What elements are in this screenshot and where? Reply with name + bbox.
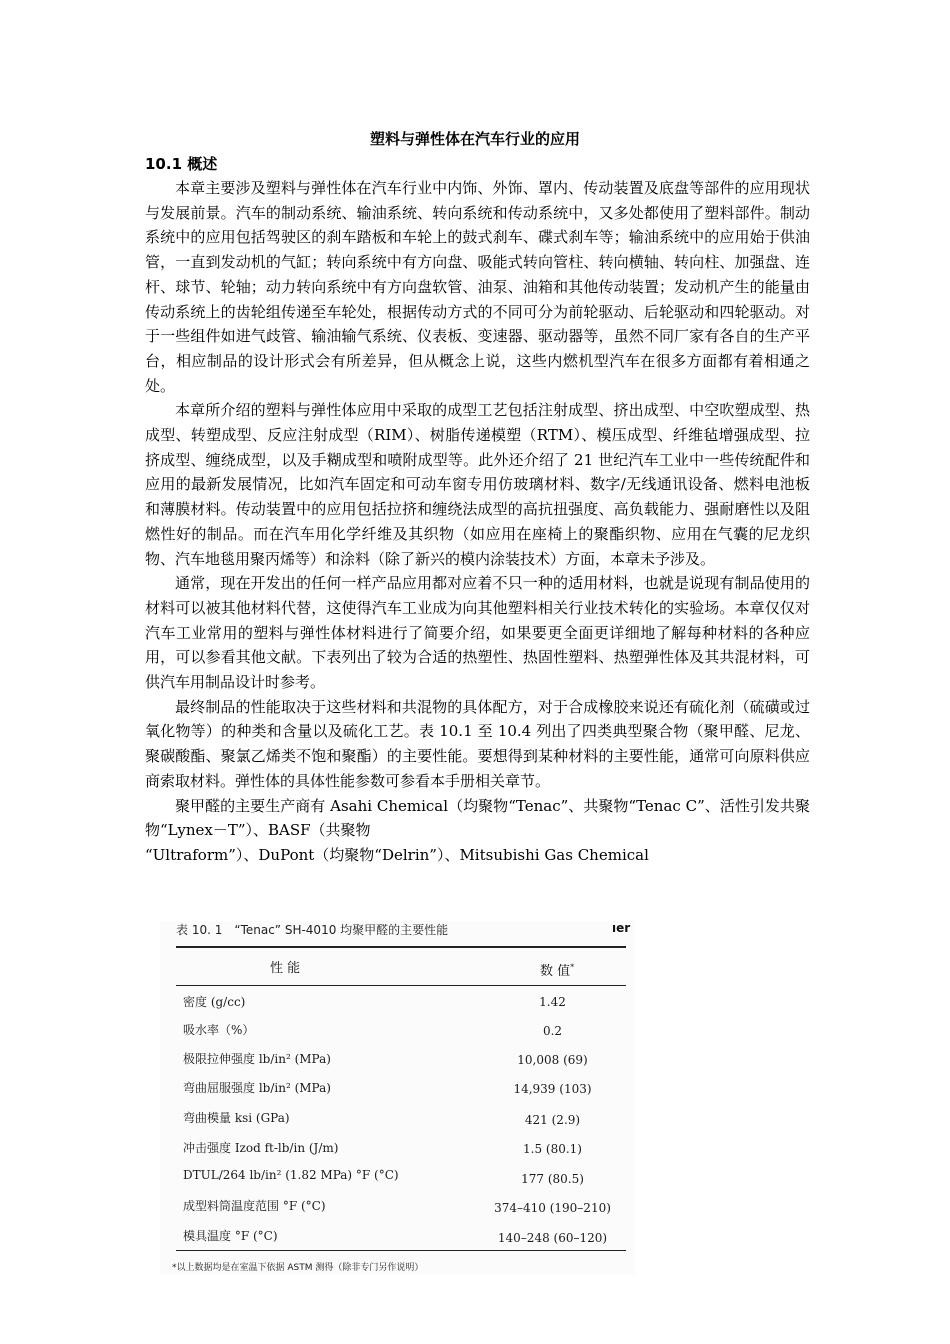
table-row-value: 1.5 (80.1) <box>523 1142 582 1156</box>
table-caption: 表 10. 1 “Tenac” SH-4010 均聚甲醛的主要性能 <box>176 923 449 937</box>
paragraph-3: 通常，现在开发出的任何一样产品应用都对应着不只一种的适用材料，也就是说现有制品使用的材料可以被其他材料代替，这使得汽车工业成为向其他塑料相关行业技术转化的实验场。本章仅仅对汽车工业常用的塑料与弹性体材料进行了简要介绍，如果要更全面更详细地了解每种材料的各种应用，可以参看其他文献。下表列出了较为合适的热塑性、热固性塑料、热塑弹性体及其共混材料，可供汽车用制品设计时参考。 <box>145 574 810 692</box>
paragraph-5: 聚甲醛的主要生产商有 Asahi Chemical（均聚物“Tenac”、共聚物“Tenac C”、活性引发共聚物“Lynex－T”）、BASF（共聚物 <box>145 796 810 840</box>
table-bottom-rule <box>176 1250 626 1251</box>
table-row-label: 吸水率（%） <box>183 1023 255 1037</box>
table-row-value: 14,939 (103) <box>513 1082 592 1096</box>
section-heading: 10.1 概述 <box>145 155 218 173</box>
document-title: 塑料与弹性体在汽车行业的应用 <box>369 130 580 148</box>
cropped-text-fragment: ıer <box>612 921 631 935</box>
table-row-label: 弯曲模量 ksi (GPa) <box>183 1111 290 1125</box>
table-row-value: 374–410 (190–210) <box>494 1201 611 1215</box>
table-top-rule <box>176 946 626 948</box>
header-value-text: 数 值 <box>540 964 571 979</box>
table-row-value: 1.42 <box>539 995 566 1009</box>
paragraph-4: 最终制品的性能取决于这些材料和共混物的具体配方，对于合成橡胶来说还有硫化剂（硫磺或过氧化物等）的种类和含量以及硫化工艺。表 10.1 至 10.4 列出了四类典型聚合物（聚甲醛、尼龙、聚碳酸酯、聚氯乙烯类不饱和聚酯）的主要性能。要想得到某种材料的主要性能，通常可向原料供应商索取材料。弹性体的具体性能参数可参看本手册相关章节。 <box>145 697 810 790</box>
table-row-label: 密度 (g/cc) <box>183 995 246 1009</box>
table-row-value: 177 (80.5) <box>521 1172 584 1186</box>
table-row-value: 0.2 <box>542 1024 563 1038</box>
table-row-label: 成型料筒温度范围 °F (°C) <box>183 1199 326 1213</box>
body-text <box>145 176 810 868</box>
table-row-value: 10,008 (69) <box>517 1053 588 1067</box>
paragraph-5-continuation: “Ultraform”）、DuPont（均聚物“Delrin”）、Mitsubishi Gas Chemical <box>145 845 649 864</box>
header-value-mark: * <box>570 962 575 972</box>
table-footnote: *以上数据均是在室温下依据 ASTM 测得（除非专门另作说明） <box>172 1263 424 1273</box>
header-value <box>540 960 574 979</box>
table-row-label: 弯曲屈服强度 lb/in² (MPa) <box>183 1081 331 1095</box>
header-property: 性 能 <box>270 961 301 976</box>
table-row-label: DTUL/264 lb/in² (1.82 MPa) °F (°C) <box>183 1168 399 1182</box>
table-row-value: 421 (2.9) <box>524 1113 581 1127</box>
paragraph-2: 本章所介绍的塑料与弹性体应用中采取的成型工艺包括注射成型、挤出成型、中空吹塑成型、热成型、转塑成型、反应注射成型（RIM）、树脂传递模塑（RTM）、模压成型、纤维毡增强成型、拉挤成型、缠绕成型，以及手糊成型和喷附成型等。此外还介绍了 21 世纪汽车工业中一些传统配件和应用的最新发展情况，比如汽车固定和可动车窗专用仿玻璃材料、数字/无线通讯设备、燃料电池板和薄膜材料。传动装置中的应用包括拉挤和缠绕法成型的高抗扭强度、高负载能力、强耐磨性以及阻燃性好的制品。而在汽车用化学纤维及其织物（如应用在座椅上的聚酯织物、应用在气囊的尼龙织物、汽车地毯用聚丙烯等）和涂料（除了新兴的模内涂装技术）方面，本章未予涉及。 <box>145 401 810 568</box>
table-row-value: 140–248 (60–120) <box>497 1231 608 1245</box>
table-header-rule <box>176 985 626 986</box>
table-row-label: 冲击强度 Izod ft-lb/in (J/m) <box>183 1141 339 1155</box>
table-row-label: 极限拉伸强度 lb/in² (MPa) <box>183 1052 331 1066</box>
paragraph-1: 本章主要涉及塑料与弹性体在汽车行业中内饰、外饰、罩内、传动装置及底盘等部件的应用现状与发展前景。汽车的制动系统、输油系统、转向系统和传动系统中，又多处都使用了塑料部件。制动系统中的应用包括驾驶区的刹车踏板和车轮上的鼓式刹车、碟式刹车等；输油系统中的应用始于供油管，一直到发动机的气缸；转向系统中有方向盘、吸能式转向管柱、转向横轴、转向柱、加强盘、连杆、球节、轮轴；动力转向系统中有方向盘软管、油泵、油箱和其他传动装置；发动机产生的能量由传动系统上的齿轮组传递至车轮处，根据传动方式的不同可分为前轮驱动、后轮驱动和四轮驱动。对于一些组件如进气歧管、输油输气系统、仪表板、变速器、驱动器等，虽然不同厂家有各自的生产平台，相应制品的设计形式会有所差异，但从概念上说，这些内燃机型汽车在很多方面都有着相通之处。 <box>145 179 810 395</box>
table-row-label: 模具温度 °F (°C) <box>183 1229 278 1243</box>
